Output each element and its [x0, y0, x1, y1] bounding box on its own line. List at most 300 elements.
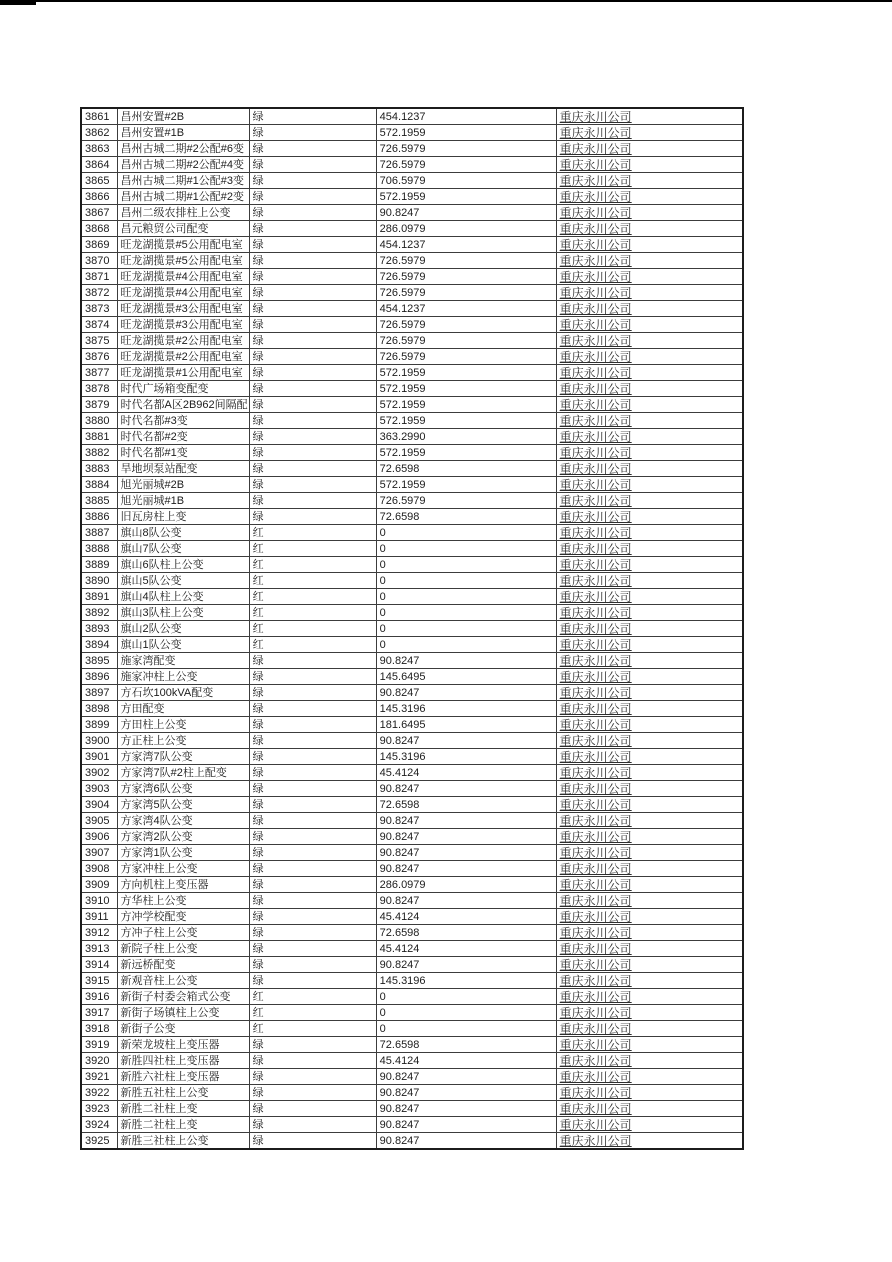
name-cell: 新胜二社柱上变 [117, 1117, 249, 1133]
value-cell: 454.1237 [376, 108, 556, 125]
value-cell: 0 [376, 541, 556, 557]
value-cell: 145.3196 [376, 973, 556, 989]
row-id-cell: 3908 [81, 861, 117, 877]
row-id-cell: 3918 [81, 1021, 117, 1037]
name-cell: 新街子公变 [117, 1021, 249, 1037]
status-cell: 绿 [249, 205, 376, 221]
name-cell: 旗山8队公变 [117, 525, 249, 541]
value-cell: 0 [376, 1005, 556, 1021]
name-cell: 旺龙湖揽景#5公用配电室 [117, 253, 249, 269]
row-id-cell: 3919 [81, 1037, 117, 1053]
status-cell: 绿 [249, 813, 376, 829]
name-cell: 旺龙湖揽景#3公用配电室 [117, 317, 249, 333]
name-cell: 方家湾7队公变 [117, 749, 249, 765]
company-cell[interactable]: 重庆永川公司 [556, 669, 743, 685]
table-row [81, 941, 743, 957]
company-cell[interactable]: 重庆永川公司 [556, 509, 743, 525]
value-cell: 286.0979 [376, 877, 556, 893]
status-cell: 绿 [249, 221, 376, 237]
name-cell: 昌州安置#1B [117, 125, 249, 141]
status-cell: 绿 [249, 333, 376, 349]
company-cell[interactable]: 重庆永川公司 [556, 1133, 743, 1150]
name-cell: 方田配变 [117, 701, 249, 717]
row-id-cell: 3911 [81, 909, 117, 925]
company-cell[interactable]: 重庆永川公司 [556, 237, 743, 253]
company-cell[interactable]: 重庆永川公司 [556, 365, 743, 381]
value-cell: 572.1959 [376, 381, 556, 397]
row-id-cell: 3916 [81, 989, 117, 1005]
table-row [81, 205, 743, 221]
name-cell: 方冲子柱上公变 [117, 925, 249, 941]
company-cell[interactable]: 重庆永川公司 [556, 333, 743, 349]
status-cell: 绿 [249, 429, 376, 445]
name-cell: 旺龙湖揽景#3公用配电室 [117, 301, 249, 317]
name-cell: 方家湾5队公变 [117, 797, 249, 813]
value-cell: 90.8247 [376, 861, 556, 877]
company-cell[interactable]: 重庆永川公司 [556, 157, 743, 173]
table-row [81, 285, 743, 301]
value-cell: 726.5979 [376, 269, 556, 285]
name-cell: 方田柱上公变 [117, 717, 249, 733]
status-cell: 绿 [249, 285, 376, 301]
company-cell[interactable]: 重庆永川公司 [556, 397, 743, 413]
table-row [81, 189, 743, 205]
table-row [81, 653, 743, 669]
company-cell[interactable]: 重庆永川公司 [556, 461, 743, 477]
company-cell[interactable]: 重庆永川公司 [556, 1069, 743, 1085]
value-cell: 726.5979 [376, 349, 556, 365]
row-id-cell: 3881 [81, 429, 117, 445]
company-cell[interactable]: 重庆永川公司 [556, 1085, 743, 1101]
name-cell: 旺龙湖揽景#4公用配电室 [117, 269, 249, 285]
status-cell: 绿 [249, 1133, 376, 1150]
company-cell[interactable]: 重庆永川公司 [556, 637, 743, 653]
row-id-cell: 3862 [81, 125, 117, 141]
table-row [81, 877, 743, 893]
row-id-cell: 3876 [81, 349, 117, 365]
company-cell[interactable]: 重庆永川公司 [556, 589, 743, 605]
row-id-cell: 3922 [81, 1085, 117, 1101]
row-id-cell: 3869 [81, 237, 117, 253]
status-cell: 绿 [249, 397, 376, 413]
company-cell[interactable]: 重庆永川公司 [556, 189, 743, 205]
table-row [81, 413, 743, 429]
status-cell: 绿 [249, 445, 376, 461]
company-cell[interactable]: 重庆永川公司 [556, 1021, 743, 1037]
value-cell: 72.6598 [376, 509, 556, 525]
company-cell[interactable]: 重庆永川公司 [556, 349, 743, 365]
table-row [81, 845, 743, 861]
status-cell: 红 [249, 557, 376, 573]
company-cell[interactable]: 重庆永川公司 [556, 317, 743, 333]
value-cell: 90.8247 [376, 829, 556, 845]
status-cell: 绿 [249, 653, 376, 669]
table-row [81, 749, 743, 765]
value-cell: 572.1959 [376, 397, 556, 413]
company-cell[interactable]: 重庆永川公司 [556, 445, 743, 461]
value-cell: 572.1959 [376, 413, 556, 429]
table-row [81, 1117, 743, 1133]
status-cell: 绿 [249, 685, 376, 701]
table-row [81, 477, 743, 493]
value-cell: 726.5979 [376, 493, 556, 509]
value-cell: 726.5979 [376, 285, 556, 301]
value-cell: 726.5979 [376, 157, 556, 173]
table-row [81, 461, 743, 477]
status-cell: 绿 [249, 125, 376, 141]
name-cell: 方正柱上公变 [117, 733, 249, 749]
name-cell: 旺龙湖揽景#2公用配电室 [117, 333, 249, 349]
company-cell[interactable]: 重庆永川公司 [556, 797, 743, 813]
company-cell[interactable]: 重庆永川公司 [556, 781, 743, 797]
value-cell: 726.5979 [376, 253, 556, 269]
value-cell: 90.8247 [376, 1117, 556, 1133]
table-body [81, 108, 743, 1149]
name-cell: 昌元粮贸公司配变 [117, 221, 249, 237]
row-id-cell: 3924 [81, 1117, 117, 1133]
row-id-cell: 3920 [81, 1053, 117, 1069]
value-cell: 72.6598 [376, 1037, 556, 1053]
value-cell: 90.8247 [376, 733, 556, 749]
table-row [81, 221, 743, 237]
value-cell: 572.1959 [376, 365, 556, 381]
company-cell[interactable]: 重庆永川公司 [556, 909, 743, 925]
status-cell: 绿 [249, 157, 376, 173]
table-row [81, 301, 743, 317]
status-cell: 绿 [249, 189, 376, 205]
value-cell: 145.3196 [376, 749, 556, 765]
status-cell: 绿 [249, 797, 376, 813]
row-id-cell: 3913 [81, 941, 117, 957]
table-row [81, 925, 743, 941]
status-cell: 绿 [249, 461, 376, 477]
name-cell: 方向机柱上变压器 [117, 877, 249, 893]
name-cell: 新院子柱上公变 [117, 941, 249, 957]
company-cell[interactable]: 重庆永川公司 [556, 877, 743, 893]
table-row [81, 333, 743, 349]
name-cell: 旭光丽城#2B [117, 477, 249, 493]
status-cell: 绿 [249, 269, 376, 285]
status-cell: 绿 [249, 925, 376, 941]
company-cell[interactable]: 重庆永川公司 [556, 541, 743, 557]
table-row [81, 1133, 743, 1150]
status-cell: 绿 [249, 1053, 376, 1069]
row-id-cell: 3867 [81, 205, 117, 221]
status-cell: 绿 [249, 877, 376, 893]
name-cell: 新远桥配变 [117, 957, 249, 973]
status-cell: 绿 [249, 845, 376, 861]
table-row [81, 589, 743, 605]
table-row [81, 573, 743, 589]
row-id-cell: 3861 [81, 108, 117, 125]
status-cell: 绿 [249, 941, 376, 957]
value-cell: 726.5979 [376, 317, 556, 333]
status-cell: 绿 [249, 909, 376, 925]
company-cell[interactable]: 重庆永川公司 [556, 701, 743, 717]
table-row [81, 365, 743, 381]
status-cell: 绿 [249, 349, 376, 365]
company-cell[interactable]: 重庆永川公司 [556, 493, 743, 509]
table-row [81, 1005, 743, 1021]
status-cell: 红 [249, 573, 376, 589]
name-cell: 方华柱上公变 [117, 893, 249, 909]
name-cell: 旱地坝泵站配变 [117, 461, 249, 477]
table-row [81, 733, 743, 749]
table-row [81, 493, 743, 509]
status-cell: 绿 [249, 365, 376, 381]
table-row [81, 685, 743, 701]
row-id-cell: 3890 [81, 573, 117, 589]
status-cell: 绿 [249, 301, 376, 317]
table-row [81, 1101, 743, 1117]
value-cell: 0 [376, 525, 556, 541]
row-id-cell: 3905 [81, 813, 117, 829]
row-id-cell: 3880 [81, 413, 117, 429]
company-cell[interactable]: 重庆永川公司 [556, 829, 743, 845]
value-cell: 572.1959 [376, 445, 556, 461]
company-cell[interactable]: 重庆永川公司 [556, 269, 743, 285]
company-cell[interactable]: 重庆永川公司 [556, 285, 743, 301]
row-id-cell: 3883 [81, 461, 117, 477]
name-cell: 时代名都#1变 [117, 445, 249, 461]
table-row [81, 1085, 743, 1101]
scan-artifact-top-line [0, 0, 892, 2]
value-cell: 90.8247 [376, 1101, 556, 1117]
row-id-cell: 3907 [81, 845, 117, 861]
name-cell: 旺龙湖揽景#2公用配电室 [117, 349, 249, 365]
row-id-cell: 3898 [81, 701, 117, 717]
value-cell: 0 [376, 605, 556, 621]
value-cell: 45.4124 [376, 1053, 556, 1069]
company-cell[interactable]: 重庆永川公司 [556, 477, 743, 493]
row-id-cell: 3892 [81, 605, 117, 621]
table-row [81, 989, 743, 1005]
company-cell[interactable]: 重庆永川公司 [556, 813, 743, 829]
status-cell: 绿 [249, 381, 376, 397]
company-cell[interactable]: 重庆永川公司 [556, 749, 743, 765]
table-row [81, 1053, 743, 1069]
name-cell: 时代广场箱变配变 [117, 381, 249, 397]
company-cell[interactable]: 重庆永川公司 [556, 845, 743, 861]
status-cell: 绿 [249, 1117, 376, 1133]
company-cell[interactable]: 重庆永川公司 [556, 605, 743, 621]
company-cell[interactable]: 重庆永川公司 [556, 1053, 743, 1069]
row-id-cell: 3874 [81, 317, 117, 333]
value-cell: 572.1959 [376, 189, 556, 205]
company-cell[interactable]: 重庆永川公司 [556, 173, 743, 189]
status-cell: 绿 [249, 477, 376, 493]
name-cell: 旺龙湖揽景#4公用配电室 [117, 285, 249, 301]
value-cell: 90.8247 [376, 845, 556, 861]
row-id-cell: 3899 [81, 717, 117, 733]
company-cell[interactable]: 重庆永川公司 [556, 941, 743, 957]
status-cell: 绿 [249, 861, 376, 877]
name-cell: 时代名都#3变 [117, 413, 249, 429]
status-cell: 绿 [249, 893, 376, 909]
status-cell: 绿 [249, 413, 376, 429]
name-cell: 新观音柱上公变 [117, 973, 249, 989]
company-cell[interactable]: 重庆永川公司 [556, 973, 743, 989]
row-id-cell: 3903 [81, 781, 117, 797]
row-id-cell: 3879 [81, 397, 117, 413]
row-id-cell: 3868 [81, 221, 117, 237]
name-cell: 新胜六社柱上变压器 [117, 1069, 249, 1085]
transformer-data-table [80, 107, 744, 1150]
company-cell[interactable]: 重庆永川公司 [556, 413, 743, 429]
value-cell: 706.5979 [376, 173, 556, 189]
value-cell: 286.0979 [376, 221, 556, 237]
table-row [81, 669, 743, 685]
company-cell[interactable]: 重庆永川公司 [556, 925, 743, 941]
company-cell[interactable]: 重庆永川公司 [556, 1101, 743, 1117]
company-cell[interactable]: 重庆永川公司 [556, 717, 743, 733]
row-id-cell: 3914 [81, 957, 117, 973]
name-cell: 旗山5队公变 [117, 573, 249, 589]
table-row [81, 125, 743, 141]
table-row [81, 1037, 743, 1053]
status-cell: 红 [249, 1021, 376, 1037]
company-cell[interactable]: 重庆永川公司 [556, 253, 743, 269]
status-cell: 绿 [249, 733, 376, 749]
name-cell: 旺龙湖揽景#5公用配电室 [117, 237, 249, 253]
company-cell[interactable]: 重庆永川公司 [556, 205, 743, 221]
name-cell: 新街子场镇柱上公变 [117, 1005, 249, 1021]
row-id-cell: 3885 [81, 493, 117, 509]
name-cell: 方家湾4队公变 [117, 813, 249, 829]
value-cell: 0 [376, 621, 556, 637]
value-cell: 90.8247 [376, 685, 556, 701]
table-row [81, 141, 743, 157]
value-cell: 90.8247 [376, 1069, 556, 1085]
company-cell[interactable]: 重庆永川公司 [556, 557, 743, 573]
scan-artifact-top-left-mark [0, 0, 36, 5]
company-cell[interactable]: 重庆永川公司 [556, 573, 743, 589]
value-cell: 90.8247 [376, 1085, 556, 1101]
value-cell: 90.8247 [376, 957, 556, 973]
status-cell: 绿 [249, 173, 376, 189]
name-cell: 方家湾6队公变 [117, 781, 249, 797]
table-row [81, 605, 743, 621]
company-cell[interactable]: 重庆永川公司 [556, 685, 743, 701]
name-cell: 旗山3队柱上公变 [117, 605, 249, 621]
status-cell: 红 [249, 989, 376, 1005]
company-cell[interactable]: 重庆永川公司 [556, 1117, 743, 1133]
name-cell: 新街子村委会箱式公变 [117, 989, 249, 1005]
row-id-cell: 3921 [81, 1069, 117, 1085]
value-cell: 45.4124 [376, 765, 556, 781]
status-cell: 绿 [249, 765, 376, 781]
company-cell[interactable]: 重庆永川公司 [556, 381, 743, 397]
table-row [81, 173, 743, 189]
value-cell: 145.3196 [376, 701, 556, 717]
row-id-cell: 3902 [81, 765, 117, 781]
table-row [81, 781, 743, 797]
name-cell: 昌州古城二期#2公配#4变 [117, 157, 249, 173]
name-cell: 时代名都A区2B962间隔配 [117, 397, 249, 413]
value-cell: 45.4124 [376, 909, 556, 925]
name-cell: 时代名都#2变 [117, 429, 249, 445]
status-cell: 红 [249, 1005, 376, 1021]
value-cell: 72.6598 [376, 461, 556, 477]
table-row [81, 861, 743, 877]
value-cell: 572.1959 [376, 477, 556, 493]
name-cell: 方石坎100kVA配变 [117, 685, 249, 701]
table-row [81, 269, 743, 285]
row-id-cell: 3872 [81, 285, 117, 301]
value-cell: 90.8247 [376, 653, 556, 669]
company-cell[interactable]: 重庆永川公司 [556, 861, 743, 877]
name-cell: 旗山6队柱上公变 [117, 557, 249, 573]
company-cell[interactable]: 重庆永川公司 [556, 765, 743, 781]
table-row [81, 797, 743, 813]
table-row [81, 317, 743, 333]
status-cell: 绿 [249, 701, 376, 717]
value-cell: 0 [376, 989, 556, 1005]
status-cell: 红 [249, 589, 376, 605]
name-cell: 施家湾配变 [117, 653, 249, 669]
name-cell: 旗山7队公变 [117, 541, 249, 557]
status-cell: 绿 [249, 253, 376, 269]
name-cell: 新胜四社柱上变压器 [117, 1053, 249, 1069]
status-cell: 绿 [249, 509, 376, 525]
company-cell[interactable]: 重庆永川公司 [556, 525, 743, 541]
row-id-cell: 3912 [81, 925, 117, 941]
table-row [81, 445, 743, 461]
row-id-cell: 3888 [81, 541, 117, 557]
company-cell[interactable]: 重庆永川公司 [556, 733, 743, 749]
status-cell: 绿 [249, 781, 376, 797]
row-id-cell: 3923 [81, 1101, 117, 1117]
row-id-cell: 3894 [81, 637, 117, 653]
name-cell: 方家冲柱上公变 [117, 861, 249, 877]
company-cell[interactable]: 重庆永川公司 [556, 108, 743, 125]
company-cell[interactable]: 重庆永川公司 [556, 957, 743, 973]
name-cell: 昌州二级农排柱上公变 [117, 205, 249, 221]
company-cell[interactable]: 重庆永川公司 [556, 893, 743, 909]
value-cell: 454.1237 [376, 237, 556, 253]
table-row [81, 237, 743, 253]
value-cell: 90.8247 [376, 1133, 556, 1150]
value-cell: 72.6598 [376, 925, 556, 941]
company-cell[interactable]: 重庆永川公司 [556, 125, 743, 141]
company-cell[interactable]: 重庆永川公司 [556, 221, 743, 237]
value-cell: 0 [376, 589, 556, 605]
value-cell: 726.5979 [376, 141, 556, 157]
company-cell[interactable]: 重庆永川公司 [556, 1005, 743, 1021]
company-cell[interactable]: 重庆永川公司 [556, 989, 743, 1005]
row-id-cell: 3889 [81, 557, 117, 573]
table-row [81, 621, 743, 637]
row-id-cell: 3891 [81, 589, 117, 605]
company-cell[interactable]: 重庆永川公司 [556, 301, 743, 317]
company-cell[interactable]: 重庆永川公司 [556, 621, 743, 637]
name-cell: 昌州古城二期#2公配#6变 [117, 141, 249, 157]
company-cell[interactable]: 重庆永川公司 [556, 429, 743, 445]
row-id-cell: 3901 [81, 749, 117, 765]
status-cell: 红 [249, 621, 376, 637]
company-cell[interactable]: 重庆永川公司 [556, 653, 743, 669]
row-id-cell: 3925 [81, 1133, 117, 1150]
name-cell: 方家湾2队公变 [117, 829, 249, 845]
name-cell: 旗山4队柱上公变 [117, 589, 249, 605]
company-cell[interactable]: 重庆永川公司 [556, 141, 743, 157]
table-row [81, 429, 743, 445]
status-cell: 绿 [249, 493, 376, 509]
row-id-cell: 3900 [81, 733, 117, 749]
company-cell[interactable]: 重庆永川公司 [556, 1037, 743, 1053]
status-cell: 绿 [249, 237, 376, 253]
row-id-cell: 3866 [81, 189, 117, 205]
